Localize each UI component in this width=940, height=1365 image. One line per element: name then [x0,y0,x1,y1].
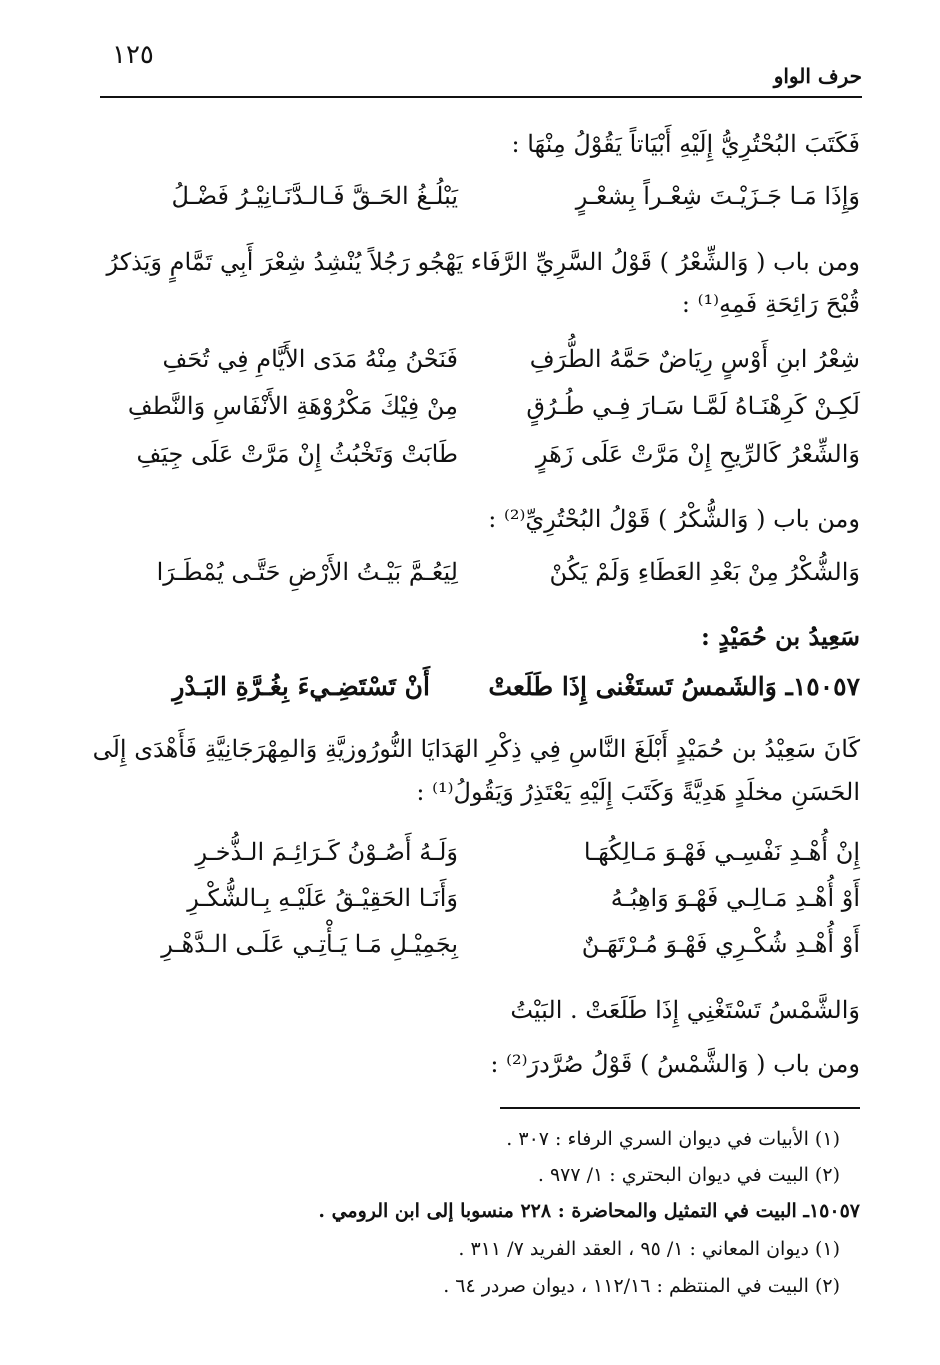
verse-first-half: لَكِـنْ كَرِهْنَـاهُ لَمَّـا سَـارَ فِـي طُـرُقٍ [526,392,860,420]
footnote-entry: ١٥٠٥٧ـ البيت في التمثيل والمحاضرة : ٢٢٨ منسوبا إلى ابن الرومي . [318,1200,860,1222]
footnote-rule [500,1107,860,1109]
footnote: (٢) البيت في ديوان البحتري : ١/ ٩٧٧ . [537,1164,840,1186]
verse-second-half: بِجَمِيْـلِ مَـا يَـأْتِـي عَلَـى الـدَّهْـرِ [161,930,458,958]
verse-second-half: وَلَـهُ أَصُـوْنُ كَـرَائِـمَ الـذُّخـرِ [195,838,458,866]
prose-line: ومن باب ( وَالشِّعْرُ ) قَوْلُ السَّرِيِّ الرَّفَاء يَهْجُو رَجُلاً يُنْشِدُ شِعْرَ أَبِي تَمَّامٍ وَيَذكرُ [106,248,860,276]
verse-first-half: وَالشِّعْرُ كَالرِّيحِ إِنْ مَرَّتْ عَلَى زَهَرٍ [535,440,860,468]
prose-line: ومن باب ( وَالشَّمْسُ ) قَوْلُ صُرَّدرَ⁽²⁾ : [490,1050,860,1078]
verse-second-half: طَابَتْ وَتَخْبُثُ إِنْ مَرَّتْ عَلَى جِيَفِ [136,440,458,468]
entry-verse-first-half: ١٥٠٥٧ـ وَالشَمسُ تَستَغْنى إِذَا طَلَعتْ [488,672,860,701]
verse-first-half: أَوْ أُهْـدِ شُكْـرِي فَهْـوَ مُـرْتَهَـنٌ [581,930,860,958]
verse-first-half: وَإِذَا مَـا جَـزَيْـتَ شِعْـراً بِشعْـرٍ [575,182,860,210]
header-rule [100,96,862,98]
verse-first-half: أَوْ أُهْـدِ مَـالِـي فَهْـوَ وَاهِبُـهُ [610,884,860,912]
prose-line: ومن باب ( وَالشُّكْرُ ) قَوْلُ البُحْتُرِيِّ⁽²⁾ : [488,505,860,533]
prose-line: قُبْحَ رَائِحَةِ فَمِهِ⁽¹⁾ : [681,290,860,318]
verse-second-half: لِيَعُـمَّ بَيْـتُ الأَرْضِ حَتَّـى يُمْطَـرَا [156,558,458,586]
footnote: (١) الأبيات في ديوان السري الرفاء : ٣٠٧ . [506,1128,840,1150]
page-number: ١٢٥ [112,40,154,70]
verse-second-half: يَبْلُـغُ الحَـقَّ فَـالـدَّنَـانِيْـرُ فَضْـلُ [171,182,458,210]
prose-line: الحَسَنِ مخلَدٍ هَدِيَّةً وَكَتَبَ إِلَيْهِ يَعْتَذِرُ وَيَقُولُ⁽¹⁾ : [416,778,860,806]
prose-line: وَالشَّمْسُ تَسْتَغْنِي إِذَا طَلَعَتْ . البَيْتُ [510,996,860,1024]
prose-line: كَانَ سَعِيْدُ بن حُمَيْدٍ أَبْلَغَ النَّاسِ فِي ذِكْرِ الهَدَايَا النُّورُوزيَّةِ وَالمِهْرَجَانِيَّةِ فَأَهْدَى إِلَى [92,735,860,763]
verse-second-half: وَأَنَـا الحَقِيْـقُ عَلَيْـهِ بِـالشُّكْـرِ [187,884,458,912]
footnote: (١) ديوان المعاني : ١/ ٩٥ ، العقد الفريد ٧/ ٣١١ . [458,1238,840,1260]
entry-verse-second-half: أَنْ تَسْتَضِـيءَ بِغُـرَّةِ البَـدْرِ [172,672,430,701]
verse-first-half: وَالشُّكْرُ مِنْ بَعْدِ العَطَاءِ وَلَمْ يَكُنْ [549,558,860,586]
verse-second-half: مِنْ فِيْكَ مَكْرُوْهَةِ الأَنْفَاسِ وَالنَّطفِ [127,392,458,420]
chapter-title: حرف الواو [773,64,862,88]
verse-second-half: فَنَحْنُ مِنْهُ مَدَى الأَيَّامِ فِي تُحَفِ [162,345,458,373]
prose-line: فَكَتَبَ البُحْتُرِيُّ إِلَيْهِ أَبْيَاتاً يَقُوْلُ مِنْهَا : [511,130,860,158]
verse-first-half: إِنْ أُهْـدِ نَفْسِـي فَهْـوَ مَـالِكُهَـا [583,838,860,866]
poet-heading: سَعِيدُ بن حُمَيْدٍ : [701,622,860,651]
verse-first-half: شِعْرُ ابنِ أَوْسٍ رِيَاضٌ حَمَّهُ الطُّرَفِ [529,345,860,373]
footnote: (٢) البيت في المنتظم : ١١٢/١٦ ، ديوان صردر ٦٤ . [443,1275,840,1297]
